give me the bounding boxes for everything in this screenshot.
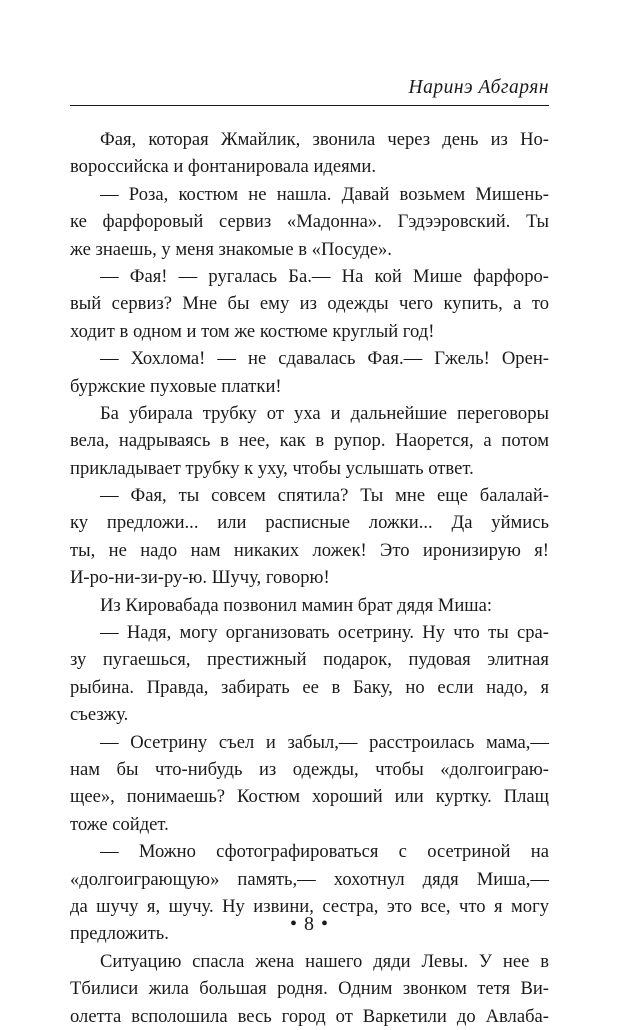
text-line: ты, не надо нам никаких ложек! Это иронизирую я! [70,539,549,561]
header-rule [70,105,549,106]
text-line: Ситуацию спасла жена нашего дяди Левы. У нее в [100,950,549,972]
text-line: — Хохлома! — не сдавалась Фая.— Гжель! Орен- [100,348,549,370]
text-line: вороссийска и фонтанировала идеями. [70,156,377,178]
text-line: Фая, которая Жмайлик, звонила через день из Но- [100,129,549,150]
page-number: • 8 • [289,913,329,935]
text-line: — Осетрину съел и забыл,— расстроилась мама,— [100,731,549,753]
text-line: Из Кировабада позвонил мамин брат дядя Миша: [100,594,493,616]
text-line: Ба убирала трубку от уха и дальнейшие переговоры [100,402,549,424]
text-line: предложить. [70,923,169,945]
text-line: — Фая! — ругалась Ба.— На кой Мише фарфоро- [100,265,549,287]
text-line: да шучу я, шучу. Ну извини, сестра, это все, что я могу [70,895,549,917]
text-line: — Роза, костюм не нашла. Давай возьмем Мишень- [100,183,549,205]
body-text [70,126,549,1030]
text-line: ходит в одном и том же костюме круглый год! [70,320,435,342]
text-line: тоже сойдет. [70,813,169,835]
text-line: рыбина. Правда, забирать ее в Баку, но если надо, я [70,676,549,698]
text-line: нам бы что-нибудь из одежды, чтобы «долгоиграю- [70,758,549,780]
text-line: зу пугаешься, престижный подарок, пудовая элитная [70,649,549,671]
text-line: вела, надрываясь в нее, как в рупор. Наорется, а потом [70,430,549,452]
text-line: съезжу. [70,704,129,726]
text-line: И-ро-ни-зи-ру-ю. Шучу, говорю! [70,567,330,589]
text-line: щее», понимаешь? Костюм хороший или куртку. Плащ [70,786,549,808]
text-line: ке фарфоровый сервиз «Мадонна». Гэдээровский. Ты [70,211,549,233]
text-line: ку предложи... или расписные ложки... Да уймись [70,512,549,534]
text-line: — Можно сфотографироваться с осетриной на [100,841,549,863]
text-line: буржские пуховые платки! [70,375,282,397]
text-line: — Надя, могу организовать осетрину. Ну что ты сра- [100,622,549,644]
text-line: прикладывает трубку к уху, чтобы услышать ответ. [70,457,474,479]
text-line: же знаешь, у меня знакомые в «Посуде». [70,238,392,260]
text-line: вый сервиз? Мне бы ему из одежды чего купить, а то [70,293,549,315]
text-line: «долгоиграющую» память,— хохотнул дядя Миша,— [70,868,549,890]
running-header: Наринэ Абгарян [408,77,549,98]
text-line: — Фая, ты совсем спятила? Ты мне еще балалай- [100,485,549,507]
text-line: Тбилиси жила большая родня. Одним звонком тетя Ви- [70,978,549,1000]
text-line: олетта всполошила весь город от Варкетили до Авлаба- [70,1005,549,1027]
